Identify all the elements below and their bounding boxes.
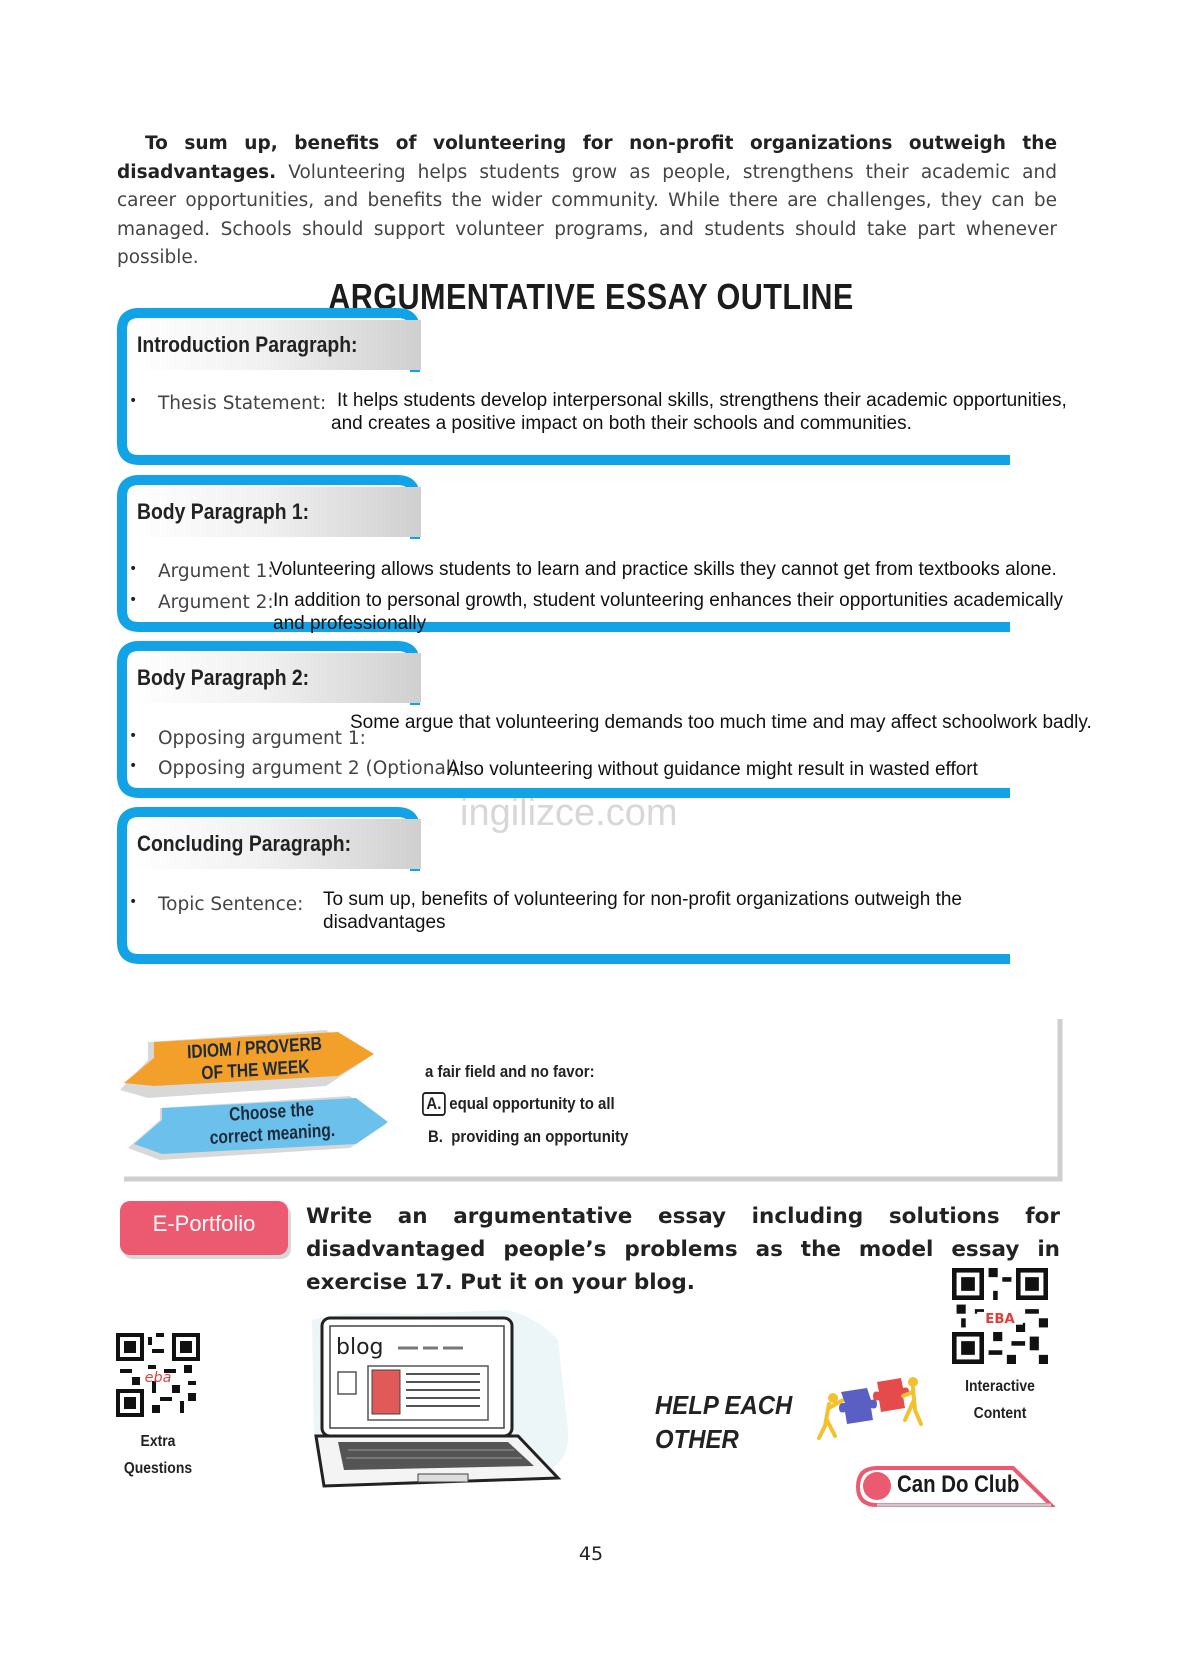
option-a-text: equal opportunity to all xyxy=(449,1094,615,1113)
section-body-1 xyxy=(117,475,1064,635)
section-title: Body Paragraph 2: xyxy=(137,665,310,690)
help-each-other-title: HELP EACH OTHER xyxy=(655,1390,793,1454)
idiom-ribbon-label: IDIOM / PROVERB OF THE WEEK xyxy=(186,1033,323,1085)
eportfolio-instructions: Write an argumentative essay including solutions for disadvantaged people’s problems as the model essay in exercise 17. Put it on your blog. xyxy=(306,1204,1060,1295)
argument-2-label: Argument 2: xyxy=(158,592,274,613)
section-body-2 xyxy=(117,641,1092,801)
opposing-argument-2-label: Opposing argument 2 (Optional): xyxy=(158,758,465,779)
topic-sentence-label: Topic Sentence: xyxy=(158,894,304,915)
laptop-screen-word: blog xyxy=(336,1335,384,1360)
thesis-value: It helps students develop interpersonal skills, strengthens their academic opportunities, and creates a positive impact on both their schools and communities. xyxy=(331,390,1067,434)
outline-title: ARGUMENTATIVE ESSAY OUTLINE xyxy=(328,276,854,317)
opposing-argument-1-label: Opposing argument 1: xyxy=(158,728,366,749)
opposing-argument-1-value: Some argue that volunteering demands too much time and may affect schoolwork badly. xyxy=(350,712,1092,733)
option-b-letter: B. xyxy=(428,1127,443,1146)
laptop-blog-illustration xyxy=(308,1310,578,1500)
watermark: ingilizce.com xyxy=(460,792,678,834)
option-b-text: providing an opportunity xyxy=(451,1127,629,1146)
section-title: Body Paragraph 1: xyxy=(137,499,310,524)
argument-1-label: Argument 1: xyxy=(158,561,274,582)
argument-1-value: Volunteering allows students to learn and practice skills they cannot get from textbooks alone. xyxy=(270,559,1057,580)
idiom-phrase: a fair field and no favor: xyxy=(425,1062,595,1081)
argument-2-value: In addition to personal growth, student volunteering enhances their opportunities academically and professionally xyxy=(273,590,1064,634)
section-title: Concluding Paragraph: xyxy=(137,831,352,856)
qr-logo-left: eba xyxy=(144,1370,172,1387)
qr-code-interactive-content[interactable] xyxy=(952,1268,1048,1364)
topic-sentence-value: To sum up, benefits of volunteering for non-profit organizations outweigh the disadvantages xyxy=(323,889,962,933)
thesis-label: Thesis Statement: xyxy=(158,393,327,414)
qr-logo-right: EBA xyxy=(985,1311,1015,1327)
puzzle-people-icon xyxy=(815,1370,925,1442)
can-do-club-label: Can Do Club xyxy=(897,1471,1020,1498)
opposing-argument-2-value: Also volunteering without guidance might result in wasted effort xyxy=(447,759,978,780)
can-do-club-badge xyxy=(855,1465,1055,1509)
summary-bold-sentence: To sum up, benefits of volunteering for non-profit organizations outweigh the disadvantages. xyxy=(117,133,1057,183)
choose-meaning-label: Choose the correct meaning. xyxy=(209,1099,336,1149)
page-number: 45 xyxy=(578,1543,604,1565)
option-a-letter: A. xyxy=(422,1092,446,1116)
extra-questions-caption: Extra Questions xyxy=(123,1433,193,1477)
section-introduction xyxy=(117,308,1067,468)
summary-paragraph xyxy=(117,130,1057,273)
eportfolio-badge: E-Portfolio xyxy=(120,1201,288,1255)
summary-body: Volunteering helps students grow as people, strengthens their academic and career opportunities, and benefits the wider community. While there are challenges, they can be managed. Schools should support volunteer programs, and students should take part whenever possible. xyxy=(117,161,1057,268)
interactive-content-caption: Interactive Content xyxy=(965,1378,1035,1422)
qr-code-extra-questions[interactable] xyxy=(116,1333,200,1417)
section-title: Introduction Paragraph: xyxy=(137,332,358,357)
option-a[interactable] xyxy=(422,1092,615,1116)
option-b[interactable] xyxy=(428,1127,628,1147)
